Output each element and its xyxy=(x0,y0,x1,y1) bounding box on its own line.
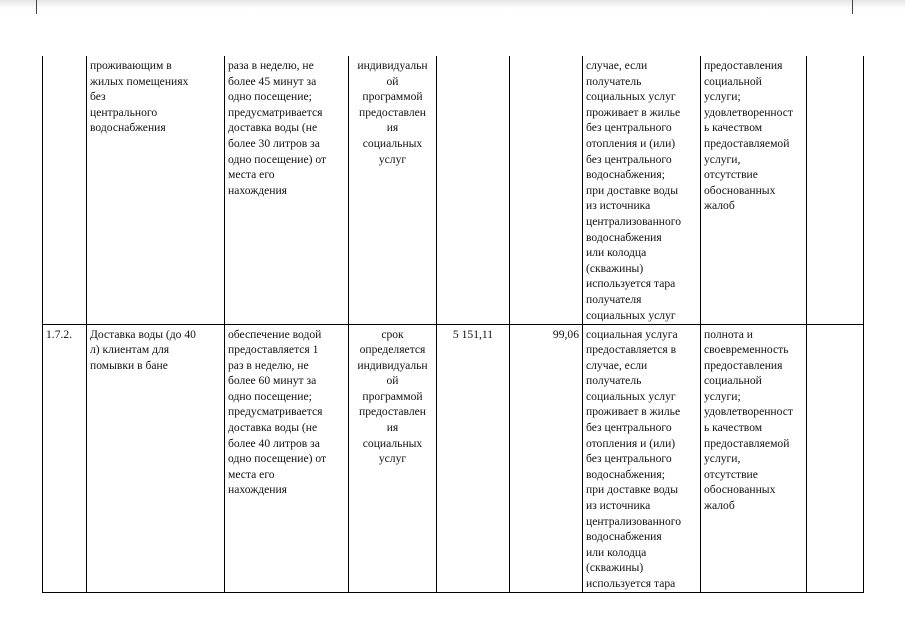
tariff-cell xyxy=(437,56,510,324)
quality-cell: предоставления социальной услуги; удовлетворенност ь качеством предоставляемой услуги, отсутствие обоснованных жалоб xyxy=(701,56,807,324)
scan-mark xyxy=(852,0,853,14)
service-term-cell: срок определяется индивидуальн ой программой предоставлен ия социальных услуг xyxy=(349,324,437,592)
scan-mark xyxy=(36,0,37,14)
extra-cell xyxy=(807,56,864,324)
row-number-cell xyxy=(43,56,87,324)
conditions-cell: социальная услуга предоставляется в случае, если получатель социальных услуг проживает в жилье без центрального отопления и (или) без центрального водоснабжения; при доставке воды из источника централизованного водоснабжения или колодца (скважины) используется тара xyxy=(583,324,701,592)
row-number-cell: 1.7.2. xyxy=(43,324,87,592)
table-row xyxy=(43,324,864,592)
normative-cell: 99,06 xyxy=(510,324,583,592)
tariff-cell: 5 151,11 xyxy=(437,324,510,592)
service-content-cell: раза в неделю, не более 45 минут за одно посещение; предусматривается доставка воды (не более 30 литров за одно посещение) от места его нахождения xyxy=(225,56,349,324)
services-table xyxy=(42,56,864,593)
conditions-cell: случае, если получатель социальных услуг проживает в жилье без центрального отопления и (или) без центрального водоснабжения; при доставке воды из источника централизованного водоснабжения или колодца (скважины) используется тара получателя социальных услуг xyxy=(583,56,701,324)
quality-cell: полнота и своевременность предоставления социальной услуги; удовлетворенност ь качеством предоставляемой услуги, отсутствие обоснованных жалоб xyxy=(701,324,807,592)
scan-top-edge xyxy=(0,0,905,9)
service-content-cell: обеспечение водой предоставляется 1 раз в неделю, не более 60 минут за одно посещение; предусматривается доставка воды (не более 40 литров за одно посещение) от места его нахождения xyxy=(225,324,349,592)
service-name-cell: проживающим в жилых помещениях без центрального водоснабжения xyxy=(87,56,225,324)
service-term-cell: индивидуальн ой программой предоставлен ия социальных услуг xyxy=(349,56,437,324)
normative-cell xyxy=(510,56,583,324)
service-name-cell: Доставка воды (до 40 л) клиентам для помывки в бане xyxy=(87,324,225,592)
table-row xyxy=(43,56,864,324)
extra-cell xyxy=(807,324,864,592)
